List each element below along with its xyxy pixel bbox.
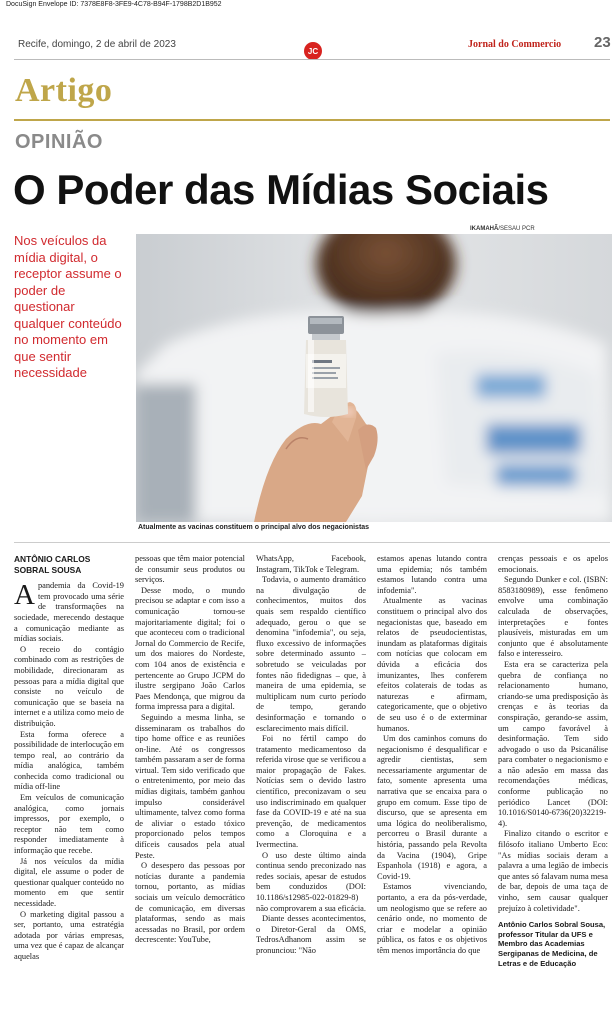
author-signature: Antônio Carlos Sobral Sousa, professor Titular da UFS e Membro das Academias Sergipanas de Medicina, de Letras e de Educação xyxy=(498,920,606,968)
article-column-3 xyxy=(256,554,366,1014)
edition-date: Recife, domingo, 2 de abril de 2023 xyxy=(18,39,176,50)
paragraph-text: pandemia da Covid-19 tem provocado uma série de transformações na sociedade, merecendo destaque a comunicação mediante as mídias sociais. xyxy=(14,581,124,644)
article-paragraph: Desse modo, o mundo precisou se adaptar e com isso a comunicação tornou-se majoritariamente digital; foi o que aconteceu com o tradicional Jornal do Commercio de Recife, um dos maiores do Nordeste, com 104 anos de existência e pertencente ao Grupo JCPM do ilustre sergipano João Carlos Paes Mendonça, que migrou da forma impressa para a digital. xyxy=(135,585,245,712)
article-paragraph: O uso deste último ainda continua sendo preconizado nas redes sociais, apesar de estudos bem conduzidos (DOI: 10.1186/s12985-022-01829-8) não comprovarem a sua eficácia. xyxy=(256,850,366,913)
article-paragraph: Diante desses acontecimentos, o Diretor-Geral da OMS, TedrosAdhanom assim se pronunciou: "Não xyxy=(256,914,366,955)
section-title: Artigo xyxy=(15,72,113,109)
page-number: 23 xyxy=(594,34,611,51)
article-paragraph: Finalizo citando o escritor e filósofo italiano Umberto Eco: "As mídias sociais deram a palavra a uma legião de imbecis que antes só falavam numa mesa de bar, depois de uma taça de vinho, sem causar qualquer prejuízo à coletividade". xyxy=(498,829,608,913)
jc-logo: JC xyxy=(304,42,322,60)
photo-caption: Atualmente as vacinas constituem o principal alvo dos negacionistas xyxy=(138,524,370,531)
article-photo xyxy=(136,234,612,522)
article-paragraph: Esta era se caracteriza pela quebra de confiança no relacionamento humano, criando-se uma predisposição às crenças e às teorias da conspiração, gerando-se assim, um campo favorável à desinformação. Tem sido advogado o uso da Psicanálise para combater o negacionismo e a não adesão em massa das recomendações médicas, conforme publicação no periódico Lancet (DOI: 10.1016/S0140-6736(20)32219-4). xyxy=(498,659,608,828)
newspaper-name: Jornal do Commercio xyxy=(468,39,562,50)
article-paragraph: pessoas que têm maior potencial de consumir seus produtos ou serviços. xyxy=(135,554,245,585)
vaccine-vial-photo-icon xyxy=(136,234,612,522)
photo-credit-name: IKAMAHÃ xyxy=(470,226,499,232)
docusign-envelope-id: DocuSign Envelope ID: 7378E8F8-3FE9-4C78-B94F-1798B2D1B952 xyxy=(6,1,222,8)
article-column-1 xyxy=(14,554,124,1014)
article-paragraph: Estamos vivenciando, portanto, a era da pós-verdade, um neologismo que se refere ao cenário onde, no momento de criar e modelar a opinião pública, os fatos e os objetivos têm menos importância do que xyxy=(377,882,487,955)
article-paragraph: O marketing digital passou a ser, portanto, uma estratégia adotada por várias empresas, uma vez que é capaz de alcançar aquelas xyxy=(14,909,124,961)
article-paragraph: Em veículos de comunicação analógica, como jornais impressos, por exemplo, o receptor não tem como responder imediatamente à informação que recebe. xyxy=(14,793,124,856)
article-paragraph: O desespero das pessoas por notícias durante a pandemia tornou, portanto, as mídias sociais um veículo democrático de comunicação, em diversas plataformas, sendo as mais acessadas no Brasil, por ordem decrescente: YouTube, xyxy=(135,861,245,945)
article-paragraph: WhatsApp, Facebook, Instagram, TikTok e Telegram. xyxy=(256,554,366,574)
article-paragraph: Já nos veículos da mídia digital, ele assume o poder de questionar qualquer conteúdo no momento em que sentir necessidade. xyxy=(14,856,124,908)
author-byline: ANTÔNIO CARLOS SOBRAL SOUSA xyxy=(14,554,91,575)
drop-cap: A xyxy=(14,579,35,612)
article-column-4 xyxy=(377,554,487,1014)
article-paragraph: Segundo Dunker e col. (ISBN: 8583180989), esse fenômeno envolve uma combinação calculada de observações, interpretações e fontes plausíveis, misturadas em um conjunto que é absolutamente falso e interesseiro. xyxy=(498,575,608,659)
article-paragraph xyxy=(14,581,124,645)
article-headline: O Poder das Mídias Sociais xyxy=(13,166,549,213)
article-paragraph: estamos apenas lutando contra uma epidemia; nós também estamos lutando contra uma infodemia". xyxy=(377,554,487,595)
article-lead: Nos veículos da mídia digital, o receptor assume o poder de questionar qualquer conteúdo no momento em que sentir necessidade xyxy=(14,233,122,380)
article-paragraph: Esta forma oferece a possibilidade de interlocução em tempo real, ao contrário da mídia analógica, também conhecida como tradicional ou mídia off-line xyxy=(14,729,124,792)
article-column-5 xyxy=(498,554,608,1014)
article-paragraph: O receio do contágio combinado com as restrições de mobilidade, direcionaram as pessoas para a mídia digital que consiste no veículo de comunicação que se baseia na internet e a utiliza como meio de distribuição. xyxy=(14,644,124,728)
article-paragraph: Atualmente as vacinas constituem o principal alvo dos negacionistas que, baseado em relatos de pseudocientistas, inundam as plataformas digitais com notícias que colocam em dúvida a eficácia dos imunizantes, lhes conferem efeitos colaterais de todas as naturezas e afirmam, categoricamente, que o objetivo de seu uso é o de exterminar humanos. xyxy=(377,596,487,733)
photo-credit-org: /SESAU PCR xyxy=(498,226,535,232)
article-paragraph: Seguindo a mesma linha, se disseminaram os trabalhos do tipo home office e as reuniões on-line. Até os congressos também passaram a ser de forma virtual. Tem sido verificado que o entretenimento, por meio das mídias digitais, também ganhou impulso considerável ultimamente, talvez como forma de aliviar o estado tóxico proporcionado pelos tempos difíceis causados pela atual Peste. xyxy=(135,712,245,860)
article-paragraph: crenças pessoais e os apelos emocionais. xyxy=(498,554,608,574)
article-paragraph: Foi no fértil campo do tratamento medicamentoso da referida virose que se verificou a maior propagação de Fakes. Notícias sem o devido lastro científico, preconizavam o seu uso indiscriminado em qualquer fase da COVID-19 e até na sua prevenção, de medicamentos como a Cloroquina e a Ivermectina. xyxy=(256,734,366,850)
article-paragraph: Todavia, o aumento dramático na divulgação de conhecimentos, muitos dos quais sem respaldo científico adequado, gerou o que se denomina "infodemia", ou seja, fluxo excessivo de informações sobre determinado assunto – sobretudo se veiculadas por fontes não fidedignas – que, à maneira de uma epidemia, se multiplicam num curto período de tempo, gerando desinformação e tornando o esclarecimento mais difícil. xyxy=(256,575,366,733)
article-column-2 xyxy=(135,554,245,1014)
article-kicker: OPINIÃO xyxy=(15,131,103,153)
body-divider xyxy=(14,542,610,543)
header-divider xyxy=(14,59,610,60)
section-divider xyxy=(14,119,610,121)
article-paragraph: Um dos caminhos comuns do negacionismo é desqualificar e agredir cientistas, sem necessariamente argumentar de fato, somente apresenta uma narrativa que se encaixa para o grupo em comum. Esse tipo de discurso, que se apresenta em uma lógica do neoliberalismo, percorreu o Brasil durante a história, passando pela Revolta da Vacina (1904), Gripe Espanhola (1918) e agora, a Covid-19. xyxy=(377,734,487,881)
photo-credit xyxy=(470,226,535,232)
